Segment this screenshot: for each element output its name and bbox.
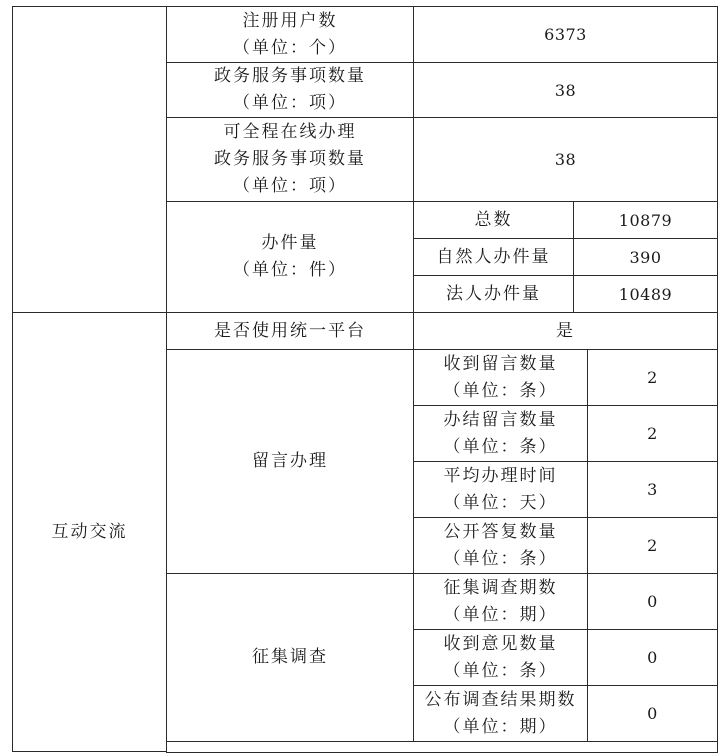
cell-text: 38 <box>554 80 577 100</box>
cell-text: 公开答复数量 <box>443 521 558 542</box>
label-text: 政务服务事项数量 <box>214 149 366 169</box>
volume-row-label <box>413 275 574 313</box>
registered-users-value <box>413 6 718 63</box>
cell-text: 留言办理 <box>252 451 328 471</box>
message-row-value <box>587 405 718 462</box>
cell-text: （单位：天） <box>443 492 558 513</box>
cell-text: 收到留言数量 <box>443 353 558 374</box>
cell-text: 6373 <box>544 25 587 44</box>
message-row-value <box>587 517 718 574</box>
label-text: 可全程在线办理 <box>223 122 357 142</box>
cell-text: 互动交流 <box>51 521 128 542</box>
survey-row-label <box>413 629 588 686</box>
label-text: 政务服务事项数量 <box>214 66 366 86</box>
cell-text: 办结留言数量 <box>443 409 558 430</box>
unified-platform-value <box>413 312 718 350</box>
label-text: 注册用户数 <box>242 10 338 31</box>
unit-text: （单位：项） <box>233 176 347 196</box>
message-row-label <box>413 517 588 574</box>
cell-text: （单位：条） <box>443 436 558 457</box>
volume-row-label <box>413 238 574 276</box>
label-text: 办件量 <box>261 233 319 253</box>
volume-row-value <box>573 238 718 276</box>
survey-row-label <box>413 685 588 742</box>
category-cell-top <box>12 6 167 313</box>
unit-text: （单位：项） <box>233 93 347 113</box>
volume-row-value <box>573 201 718 239</box>
online-items-label <box>166 117 414 202</box>
volume-label <box>166 201 414 313</box>
cell-text: 法人办件量 <box>446 283 541 304</box>
cell-text: 0 <box>647 648 658 667</box>
cell-text: 0 <box>647 592 658 611</box>
cell-text: 征集调查 <box>252 647 328 667</box>
category-cell <box>12 312 167 752</box>
cell-text: 2 <box>647 368 658 387</box>
cell-text: 平均办理时间 <box>443 465 558 486</box>
survey-row-value <box>587 629 718 686</box>
survey-row-value <box>587 573 718 630</box>
message-row-label <box>413 461 588 518</box>
unit-text: （单位：件） <box>233 260 347 280</box>
unit-text: （单位：个） <box>233 37 347 58</box>
cell-text: （单位：条） <box>443 380 558 401</box>
cell-text: 38 <box>554 150 577 169</box>
unified-platform-label <box>166 312 414 350</box>
cell-text: 是 <box>556 320 575 341</box>
cell-text: 10489 <box>618 284 673 304</box>
messages-label <box>166 349 414 574</box>
registered-users-label <box>166 6 414 63</box>
cell-text: （单位：期） <box>443 604 558 625</box>
cell-text: 自然人办件量 <box>436 246 551 267</box>
cell-text: 公布调查结果期数 <box>424 689 577 710</box>
cell-text: 收到意见数量 <box>443 633 558 654</box>
volume-row-label <box>413 201 574 239</box>
survey-row-label <box>413 573 588 630</box>
volume-row-value <box>573 275 718 313</box>
cell-text: （单位：条） <box>443 548 558 569</box>
cell-text: （单位：期） <box>443 716 558 737</box>
cell-text: 0 <box>647 704 658 723</box>
service-items-label <box>166 62 414 118</box>
cell-text: 总数 <box>474 209 513 230</box>
online-items-value <box>413 117 718 202</box>
cell-text: 3 <box>647 480 658 499</box>
cell-text: 390 <box>629 247 662 267</box>
cell-text: 2 <box>647 424 658 443</box>
survey-row-value <box>587 685 718 742</box>
cell-text: 征集调查期数 <box>443 577 558 598</box>
cell-text: 是否使用统一平台 <box>214 320 366 341</box>
cell-text: （单位：条） <box>443 660 558 681</box>
cell-text: 10879 <box>618 210 673 230</box>
message-row-label <box>413 349 588 406</box>
message-row-value <box>587 461 718 518</box>
message-row-label <box>413 405 588 462</box>
cell-text: 2 <box>647 536 658 555</box>
message-row-value <box>587 349 718 406</box>
service-items-value <box>413 62 718 118</box>
survey-label <box>166 573 414 742</box>
